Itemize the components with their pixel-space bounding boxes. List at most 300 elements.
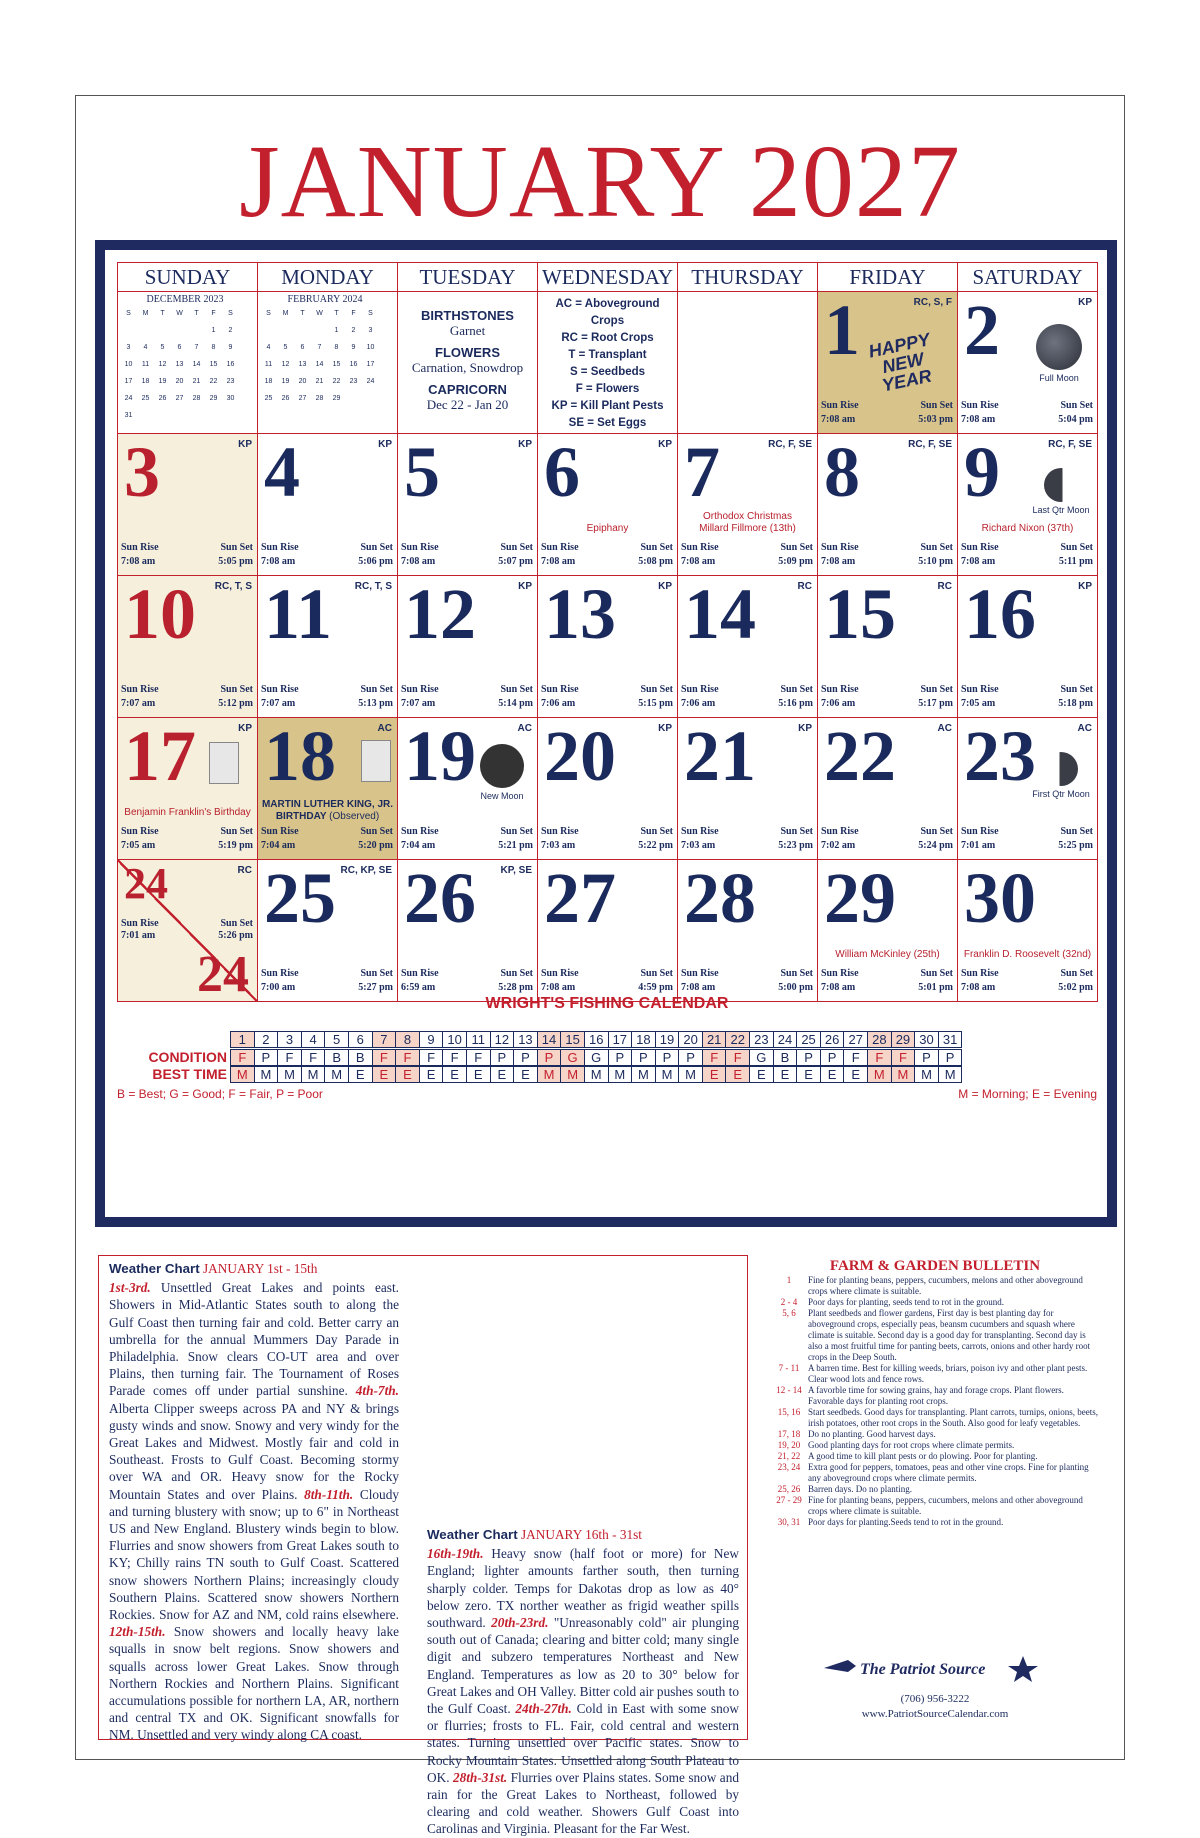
- mini-date: 24: [366, 378, 375, 385]
- fish-cell: G: [584, 1049, 609, 1066]
- legend-item: F = Flowers: [575, 383, 640, 395]
- day-header-tuesday: TUESDAY: [397, 262, 538, 292]
- sunrise-time: 7:03 am: [681, 840, 716, 851]
- mini-date: 22: [332, 378, 341, 385]
- birthstone-info: [398, 302, 537, 413]
- weather-date-range: 4th-7th.: [355, 1383, 399, 1399]
- sunrise-time: 7:00 am: [261, 982, 296, 993]
- day-number: 10: [124, 575, 196, 654]
- day-number: 2: [964, 291, 1000, 370]
- weather-date-range: 28th-31st.: [452, 1769, 508, 1785]
- fish-cell: 6: [348, 1031, 373, 1048]
- sunrise-time: 7:04 am: [261, 840, 296, 851]
- sunrise-label: Sun Rise: [401, 968, 439, 979]
- day-number: 1: [824, 291, 860, 370]
- sunset-label: Sun Set: [500, 968, 533, 979]
- mini-date: 21: [192, 378, 201, 385]
- day-cell-3: [117, 433, 258, 576]
- sunrise-time: 7:08 am: [541, 556, 576, 567]
- fish-cell: E: [466, 1066, 491, 1083]
- bulletin-item: [770, 1429, 1100, 1440]
- mini-weekday: M: [282, 310, 289, 317]
- day-cell-22: [817, 717, 958, 860]
- mini-calendar-row: [260, 390, 390, 407]
- weather-forecast: Snow showers and locally heavy lake squalls in snow belt regions. Snow showers and squalls across lower Great Lakes. Snow through Northern Rockies and Northern Plains. Significant accumulations possible for northern LA, AR, northern and central TX and OK. Significant snowfalls for NM. Unsettled and very windy along CA coast.: [109, 1624, 399, 1743]
- sunset-label: Sun Set: [1060, 400, 1093, 411]
- sunrise-time: 7:04 am: [401, 840, 436, 851]
- mlk-observed: (Observed): [329, 811, 380, 822]
- day-cell-28: [677, 859, 818, 1002]
- sunset-label: Sun Set: [220, 542, 253, 553]
- bulletin-days: 12 - 14: [776, 1385, 802, 1395]
- sunset-time: 5:08 pm: [638, 556, 673, 567]
- planting-code: KP: [658, 723, 672, 734]
- mini-date: 23: [226, 378, 235, 385]
- day-cell-9: [957, 433, 1098, 576]
- fish-cell: E: [773, 1066, 798, 1083]
- sunrise-time: 7:01 am: [961, 840, 996, 851]
- holiday-line: Millard Fillmore (13th): [699, 523, 796, 534]
- sunrise-label: Sun Rise: [541, 826, 579, 837]
- day-cell-12: [397, 575, 538, 718]
- mini-date: 5: [283, 344, 288, 351]
- sunset-label: Sun Set: [640, 542, 673, 553]
- fish-cell: F: [277, 1049, 302, 1066]
- day-cell-2: [957, 291, 1098, 434]
- holiday-label: [818, 949, 957, 961]
- weather-heading: [109, 1260, 399, 1277]
- planting-code: RC, F, SE: [908, 439, 952, 450]
- sunrise-label: Sun Rise: [821, 542, 859, 553]
- fish-cell: 13: [513, 1031, 538, 1048]
- fish-cell: M: [631, 1066, 656, 1083]
- day-cell: [117, 291, 258, 434]
- sunset-time: 5:28 pm: [498, 982, 533, 993]
- bulletin-days: 1: [786, 1275, 792, 1285]
- weather-chart: [98, 1255, 748, 1837]
- planting-code: RC, F, SE: [768, 439, 812, 450]
- sunrise-time: 7:08 am: [961, 556, 996, 567]
- weather-date-range: 20th-23rd.: [491, 1615, 549, 1631]
- mini-date: 11: [141, 361, 150, 368]
- bulletin-text: Start seedbeds. Good days for transplanting. Plant carrots, turnips, onions, beets, irish potatoes, other root crops in the South. Also good for leafy vegetables.: [808, 1407, 1098, 1428]
- farm-title: FARM & GARDEN BULLETIN: [829, 1258, 1041, 1274]
- fish-cell: M: [914, 1066, 939, 1083]
- fish-cell: M: [584, 1066, 609, 1083]
- mini-date: 6: [300, 344, 305, 351]
- fish-cell: 24: [773, 1031, 798, 1048]
- weather-title: JANUARY 16th - 31st: [520, 1527, 643, 1542]
- website-url: www.PatriotSourceCalendar.com: [861, 1708, 1009, 1720]
- bulletin-days: 27 - 29: [776, 1495, 802, 1505]
- fish-cell: M: [254, 1066, 279, 1083]
- fish-cell: G: [749, 1049, 774, 1066]
- mini-weekday: T: [334, 310, 339, 317]
- fish-cell: E: [796, 1066, 821, 1083]
- mini-date: 17: [124, 378, 133, 385]
- day-cell: [397, 291, 538, 434]
- sunrise-label: Sun Rise: [961, 826, 999, 837]
- holiday-line: Franklin D. Roosevelt (32nd): [963, 949, 1092, 960]
- day-cell: [677, 291, 818, 434]
- happy-new-year-banner: HAPPY NEW YEAR: [866, 329, 934, 396]
- farm-garden-bulletin: [770, 1258, 1100, 1528]
- day-header-saturday: SATURDAY: [957, 262, 1098, 292]
- sunrise-time: 7:08 am: [261, 556, 296, 567]
- fish-cell: P: [655, 1049, 680, 1066]
- bulletin-item: [770, 1451, 1100, 1462]
- fish-cell: F: [442, 1049, 467, 1066]
- mini-calendar-row: [120, 373, 250, 390]
- mini-calendar-prev-month: [120, 294, 250, 424]
- first-qtr-moon-icon: [1044, 752, 1078, 786]
- sunset-time: 5:12 pm: [218, 698, 253, 709]
- fish-cell: 11: [466, 1031, 491, 1048]
- fishing-key-left: B = Best; G = Good; F = Fair, P = Poor: [117, 1087, 323, 1101]
- day-cell: [257, 291, 398, 434]
- legend-item: AC = Aboveground: [555, 298, 660, 310]
- mini-date: 25: [264, 395, 273, 402]
- mini-weekday: W: [316, 310, 323, 317]
- sunset-label: Sun Set: [1060, 826, 1093, 837]
- sunrise-time: 7:08 am: [961, 414, 996, 425]
- fish-cell: E: [702, 1066, 727, 1083]
- bulletin-item: [770, 1275, 1100, 1297]
- mini-weekday: S: [266, 310, 271, 317]
- planting-code: RC, T, S: [354, 581, 392, 592]
- fish-cell: P: [513, 1049, 538, 1066]
- bulletin-text: Extra good for peppers, tomatoes, peas and other vine crops. Fine for planting any aboveground crops where climate permits.: [808, 1462, 1089, 1483]
- logo-text: The Patriot Source: [860, 1661, 986, 1678]
- mini-calendar-row: [260, 339, 390, 356]
- mini-date: 19: [281, 378, 290, 385]
- day-cell-14: [677, 575, 818, 718]
- fish-cell: 3: [277, 1031, 302, 1048]
- fish-cell: E: [372, 1066, 397, 1083]
- planting-code: KP: [1078, 581, 1092, 592]
- fish-cell: F: [725, 1049, 750, 1066]
- fish-cell: P: [914, 1049, 939, 1066]
- legend-item: RC = Root Crops: [561, 332, 654, 344]
- planting-code: AC: [377, 723, 392, 734]
- fish-cell: 28: [867, 1031, 892, 1048]
- fish-cell: E: [442, 1066, 467, 1083]
- day-cell-7: [677, 433, 818, 576]
- mini-date: 16: [226, 361, 235, 368]
- mini-calendar-row: [120, 339, 250, 356]
- sunset-label: Sun Set: [920, 684, 953, 695]
- day-cell-15: [817, 575, 958, 718]
- sunrise-time: 7:08 am: [681, 556, 716, 567]
- moon-label: First Qtr Moon: [1032, 789, 1090, 799]
- fish-cell: 7: [372, 1031, 397, 1048]
- sunset-label: Sun Set: [780, 684, 813, 695]
- sunset-time: 5:22 pm: [638, 840, 673, 851]
- patriot-source-logo: [818, 1650, 1058, 1686]
- fish-cell: 22: [725, 1031, 750, 1048]
- day-number: 7: [684, 433, 720, 512]
- info-heading: FLOWERS: [435, 345, 500, 360]
- holiday-label: [118, 807, 257, 819]
- fish-cell: E: [395, 1066, 420, 1083]
- sunset-time: 5:26 pm: [218, 930, 253, 941]
- info-value: Carnation, Snowdrop: [411, 360, 524, 375]
- mini-date: 20: [298, 378, 307, 385]
- sunset-label: Sun Set: [220, 684, 253, 695]
- day-cell-8: [817, 433, 958, 576]
- weather-forecast: Cold in East with some snow or flurries; frosts to FL. Fair, cold central and western states. Turning unsettled over Pacific states. Snow to Rocky Mountain States. Unsettled along South Plateau to OK.: [427, 1701, 740, 1785]
- moon-label: Full Moon: [1039, 373, 1079, 383]
- holiday-line: Epiphany: [586, 523, 629, 534]
- sunrise-time: 7:08 am: [121, 556, 156, 567]
- fish-cell: M: [230, 1066, 255, 1083]
- sunset-time: 5:02 pm: [1058, 982, 1093, 993]
- planting-code: RC: [237, 865, 252, 876]
- fish-cell: 18: [631, 1031, 656, 1048]
- mini-weekday: T: [300, 310, 305, 317]
- mini-date: 4: [266, 344, 271, 351]
- condition-label: CONDITION: [148, 1049, 227, 1065]
- fish-cell: P: [608, 1049, 633, 1066]
- mini-date: 7: [194, 344, 199, 351]
- planting-code: KP: [238, 723, 252, 734]
- fish-cell: M: [537, 1066, 562, 1083]
- holiday-label: [678, 511, 817, 535]
- bulletin-days: 19, 20: [777, 1440, 801, 1450]
- weather-date-range: 16th-19th.: [427, 1546, 484, 1562]
- info-value: Dec 22 - Jan 20: [426, 397, 509, 412]
- sunset-label: Sun Set: [220, 826, 253, 837]
- mini-date: 1: [334, 327, 339, 334]
- day-number: 6: [544, 433, 580, 512]
- holiday-label: [958, 949, 1097, 961]
- day-number: 28: [684, 859, 756, 938]
- holiday-line: Benjamin Franklin's Birthday: [124, 807, 251, 818]
- planting-code: KP: [518, 581, 532, 592]
- day-header-thursday: THURSDAY: [677, 262, 818, 292]
- mini-date: 8: [334, 344, 339, 351]
- weather-column-2: [427, 1526, 739, 1838]
- mini-date: 24: [124, 395, 133, 402]
- fish-cell: 4: [301, 1031, 326, 1048]
- day-cell-29: [817, 859, 958, 1002]
- mini-date: 2: [351, 327, 356, 334]
- weather-forecast: Unsettled Great Lakes and points east. Showers in Mid-Atlantic States south to along the Gulf Coast then turning fair and cold. Better carry an umbrella for the annual Mummers Day Parade in Philadelphia. Snow clears CO-UT area and over Plains, then turning fair. The Tournament of Roses Parade comes off under partial sunshine.: [109, 1280, 399, 1399]
- sunset-time: 5:00 pm: [778, 982, 813, 993]
- info-heading: CAPRICORN: [428, 382, 507, 397]
- mini-date: 15: [209, 361, 218, 368]
- sunset-label: Sun Set: [360, 968, 393, 979]
- bulletin-text: A favorble time for sowing grains, hay and forage crops. Plant flowers. Favorable days for planting root crops.: [808, 1385, 1064, 1406]
- mini-date: 13: [298, 361, 307, 368]
- mini-date: 3: [126, 344, 131, 351]
- mini-date: 26: [158, 395, 167, 402]
- fish-cell: E: [820, 1066, 845, 1083]
- sunset-time: 5:18 pm: [1058, 698, 1093, 709]
- mini-date: 2: [228, 327, 233, 334]
- fish-cell: E: [419, 1066, 444, 1083]
- last-qtr-moon-icon: [1044, 468, 1078, 502]
- bulletin-text: Barren days. Do no planting.: [808, 1484, 912, 1494]
- bulletin-text: A good time to kill plant pests or do plowing. Poor for planting.: [808, 1451, 1038, 1461]
- sunset-time: 5:17 pm: [918, 698, 953, 709]
- fish-cell: F: [891, 1049, 916, 1066]
- sunrise-label: Sun Rise: [681, 684, 719, 695]
- fish-cell: F: [867, 1049, 892, 1066]
- sunrise-time: 7:08 am: [961, 982, 996, 993]
- franklin-portrait: [209, 742, 239, 784]
- bulletin-text: Poor days for planting, seeds tend to rot in the ground.: [808, 1297, 1004, 1307]
- sunset-label: Sun Set: [920, 542, 953, 553]
- mini-date: 21: [315, 378, 324, 385]
- fish-cell: 9: [419, 1031, 444, 1048]
- sunrise-label: Sun Rise: [821, 684, 859, 695]
- sunrise-label: Sun Rise: [121, 684, 159, 695]
- mini-date: 14: [315, 361, 324, 368]
- sunset-time: 5:04 pm: [1058, 414, 1093, 425]
- sunset-label: Sun Set: [780, 968, 813, 979]
- holiday-label: [538, 523, 677, 535]
- mini-date: 1: [211, 327, 216, 334]
- mini-date: 9: [228, 344, 233, 351]
- mini-date: 28: [315, 395, 324, 402]
- sunrise-label: Sun Rise: [821, 826, 859, 837]
- sunrise-label: Sun Rise: [261, 826, 299, 837]
- mini-date: 27: [175, 395, 184, 402]
- mini-date: 12: [281, 361, 290, 368]
- mini-date: 8: [211, 344, 216, 351]
- mini-date: 29: [209, 395, 218, 402]
- mini-date: 16: [349, 361, 358, 368]
- planting-code: KP: [1078, 297, 1092, 308]
- sunrise-label: Sun Rise: [121, 918, 159, 929]
- fishing-key-right: M = Morning; E = Evening: [958, 1087, 1097, 1101]
- day-number-second: 24: [197, 946, 249, 1002]
- fish-cell: B: [348, 1049, 373, 1066]
- fish-cell: 27: [843, 1031, 868, 1048]
- planting-legend: [538, 296, 677, 432]
- sunset-time: 5:16 pm: [778, 698, 813, 709]
- planting-code: KP: [658, 581, 672, 592]
- bulletin-days: 2 - 4: [780, 1297, 798, 1307]
- sunrise-time: 7:03 am: [541, 840, 576, 851]
- fish-cell: 19: [655, 1031, 680, 1048]
- sunset-label: Sun Set: [500, 826, 533, 837]
- fish-cell: P: [631, 1049, 656, 1066]
- weather-date-range: 12th-15th.: [109, 1624, 166, 1640]
- mini-date: 28: [192, 395, 201, 402]
- page-title: JANUARY 2027: [239, 124, 961, 239]
- sunrise-label: Sun Rise: [261, 542, 299, 553]
- day-number: 9: [964, 433, 1000, 512]
- sunset-label: Sun Set: [500, 684, 533, 695]
- fish-cell: F: [395, 1049, 420, 1066]
- info-value: Garnet: [449, 323, 486, 338]
- fishing-days-row: [231, 1031, 962, 1048]
- sunrise-time: 7:05 am: [121, 840, 156, 851]
- mini-date: 7: [317, 344, 322, 351]
- mini-date: 4: [143, 344, 148, 351]
- day-number: 18: [264, 717, 336, 796]
- day-cell-16: [957, 575, 1098, 718]
- bulletin-item: [770, 1517, 1100, 1528]
- fish-cell: M: [655, 1066, 680, 1083]
- day-number: 15: [824, 575, 896, 654]
- planting-code: RC: [937, 581, 952, 592]
- mini-date: 3: [368, 327, 373, 334]
- fish-cell: 1: [230, 1031, 255, 1048]
- day-number: 3: [124, 433, 160, 512]
- sunset-label: Sun Set: [360, 826, 393, 837]
- weather-forecast: Alberta Clipper sweeps across PA and NY & brings gusty winds and snow. Snowy and very windy for the Great Lakes and Midwest. Mostly fair and cold in Southeast. Frosts to Gulf Coast. Becoming stormy over WA and OR. Heavy snow for the Rocky Mountain States and over Plains.: [109, 1400, 399, 1502]
- planting-code: RC, F, SE: [1048, 439, 1092, 450]
- planting-code: RC, KP, SE: [340, 865, 392, 876]
- fish-cell: E: [348, 1066, 373, 1083]
- mini-calendar-row: [260, 373, 390, 390]
- day-cell-18: [257, 717, 398, 860]
- sunrise-time: 7:07 am: [401, 698, 436, 709]
- moon-label: New Moon: [480, 791, 524, 801]
- sunset-label: Sun Set: [780, 826, 813, 837]
- mini-weekday: S: [126, 310, 131, 317]
- planting-code: KP: [518, 439, 532, 450]
- sunrise-time: 7:08 am: [821, 982, 856, 993]
- bulletin-days: 5, 6: [782, 1308, 796, 1318]
- day-number: 29: [824, 859, 896, 938]
- sunrise-label: Sun Rise: [961, 684, 999, 695]
- fish-cell: F: [702, 1049, 727, 1066]
- day-number: 25: [264, 859, 336, 938]
- fish-cell: 21: [702, 1031, 727, 1048]
- mini-calendar-row: [260, 356, 390, 373]
- bulletin-item: [770, 1363, 1100, 1385]
- mini-calendar-title: DECEMBER 2023: [146, 294, 224, 305]
- fishing-title: WRIGHT'S FISHING CALENDAR: [485, 995, 729, 1012]
- day-number: 26: [404, 859, 476, 938]
- new-moon-icon: [480, 744, 524, 788]
- mini-date: 14: [192, 361, 201, 368]
- fish-cell: E: [843, 1066, 868, 1083]
- weather-text: [109, 1279, 399, 1743]
- sunrise-label: Sun Rise: [961, 542, 999, 553]
- sunrise-label: Sun Rise: [821, 400, 859, 411]
- mini-weekday: W: [176, 310, 183, 317]
- mini-date: 29: [332, 395, 341, 402]
- fish-cell: 16: [584, 1031, 609, 1048]
- sunset-time: 5:24 pm: [918, 840, 953, 851]
- sunset-time: 5:10 pm: [918, 556, 953, 567]
- day-number: 4: [264, 433, 300, 512]
- sunset-time: 5:15 pm: [638, 698, 673, 709]
- sunrise-time: 7:08 am: [541, 982, 576, 993]
- legend-item: SE = Set Eggs: [568, 417, 647, 429]
- mlk-portrait: [361, 740, 391, 782]
- mini-date: 25: [141, 395, 150, 402]
- mlk-label: [258, 799, 397, 823]
- holiday-label: [958, 523, 1097, 535]
- sunset-time: 5:21 pm: [498, 840, 533, 851]
- mini-calendar-row: [260, 322, 390, 339]
- day-number: 12: [404, 575, 476, 654]
- day-number: 16: [964, 575, 1036, 654]
- mini-date: 12: [158, 361, 167, 368]
- fish-cell: E: [725, 1066, 750, 1083]
- day-number: 24: [124, 859, 168, 908]
- sunrise-time: 7:06 am: [681, 698, 716, 709]
- sunset-label: Sun Set: [640, 684, 673, 695]
- planting-code: RC, S, F: [913, 297, 952, 308]
- bulletin-days: 17, 18: [777, 1429, 801, 1439]
